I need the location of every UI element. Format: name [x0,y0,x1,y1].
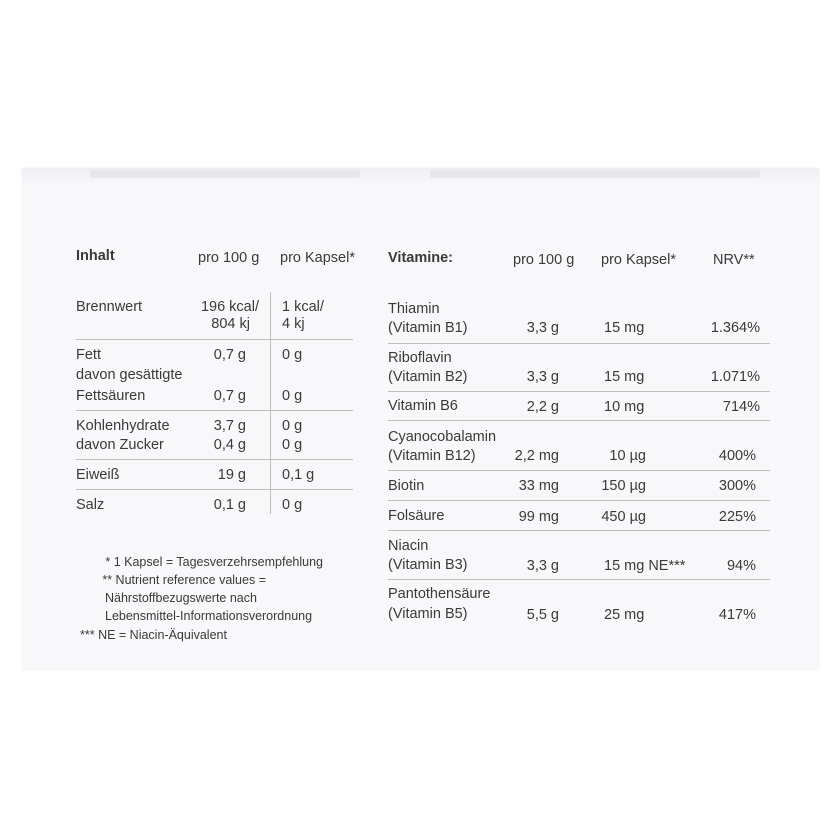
row-label: Fett [76,347,101,363]
row-divider [76,339,353,340]
vitamin-nrv: 400% [718,448,756,464]
row-value: 0 g [282,347,303,363]
row-value: 1 kcal/ [282,299,324,315]
row-value: 0 g [282,437,303,453]
vitamin-value: 15 mg [604,320,645,336]
vitamin-nrv: 300% [718,478,756,494]
row-divider [76,410,353,411]
footnote: * 1 Kapsel = Tagesverzehrsempfehlung [105,555,323,569]
vitamin-name: (Vitamin B1) [388,320,468,336]
left-header-inhalt: Inhalt [76,248,115,264]
left-header-prokapsel: pro Kapsel* [280,250,355,266]
footnote: ** Nutrient reference values = [102,573,266,587]
vitamin-value: 450 µg [601,509,646,525]
footnote: *** NE = Niacin-Äquivalent [80,628,227,642]
vitamin-value: 33 mg [518,478,559,494]
row-divider [76,459,353,460]
vitamin-value: 3,3 g [526,369,559,385]
row-value: 3,7 g [213,418,246,434]
vitamin-value: 99 mg [518,509,559,525]
vitamin-value: 10 µg [609,448,646,464]
vitamin-value: 10 mg [604,399,645,415]
row-label: Kohlenhydrate [76,418,170,434]
row-divider [388,420,770,421]
row-value: 0,4 g [213,437,246,453]
vitamin-value: 3,3 g [526,558,559,574]
footnote: Nährstoffbezugswerte nach [105,591,257,605]
row-value: 0 g [282,497,303,513]
vitamin-name: (Vitamin B12) [388,448,476,464]
faded-print [90,170,360,178]
vitamin-nrv: 1.071% [710,369,760,385]
row-divider [388,470,770,471]
vitamin-name: Cyanocobalamin [388,429,497,445]
row-label: Fettsäuren [76,388,146,404]
row-value: 19 g [217,467,246,483]
vitamin-nrv: 1.364% [710,320,760,336]
row-value: 4 kj [282,316,305,332]
vitamin-name: (Vitamin B3) [388,557,468,573]
row-divider [388,530,770,531]
row-divider [388,500,770,501]
row-label: Eiweiß [76,467,120,483]
row-divider [388,579,770,580]
vitamin-name: (Vitamin B2) [388,369,468,385]
vitamin-value: 2,2 mg [514,448,559,464]
row-value: 804 kj [211,316,250,332]
vitamin-name: Folsäure [388,508,445,524]
row-value: 196 kcal/ [200,299,259,315]
vitamin-nrv: 714% [722,399,760,415]
right-header-nrv: NRV** [713,252,755,268]
vitamin-name: Niacin [388,538,429,554]
vitamin-name: Riboflavin [388,350,452,366]
row-value: 0 g [282,418,303,434]
row-divider [388,343,770,344]
vitamin-value: 15 mg [604,369,645,385]
vitamin-nrv: 225% [718,509,756,525]
row-label: Brennwert [76,299,143,315]
vitamin-value: 150 µg [601,478,646,494]
row-divider [76,489,353,490]
vitamin-nrv: 417% [718,607,756,623]
right-header-vitamine: Vitamine: [388,250,454,266]
left-header-pro100: pro 100 g [198,250,260,266]
vitamin-value: 3,3 g [526,320,559,336]
row-value: 0 g [282,388,303,404]
vitamin-name: Thiamin [388,301,440,317]
vitamin-name: Pantothensäure [388,586,491,602]
row-value: 0,7 g [213,347,246,363]
row-divider [388,391,770,392]
column-divider [270,292,271,514]
vitamin-nrv: 94% [726,558,756,574]
right-header-prokapsel: pro Kapsel* [601,252,676,268]
vitamin-name: (Vitamin B5) [388,606,468,622]
row-value: 0,1 g [282,467,315,483]
row-label: davon Zucker [76,437,164,453]
row-label: Salz [76,497,105,513]
vitamin-value: 15 mg NE*** [604,558,686,574]
row-value: 0,1 g [213,497,246,513]
row-value: 0,7 g [213,388,246,404]
vitamin-value: 25 mg [604,607,645,623]
right-header-pro100: pro 100 g [513,252,575,268]
vitamin-name: Vitamin B6 [388,398,458,414]
vitamin-value: 5,5 g [526,607,559,623]
row-label: davon gesättigte [76,367,183,383]
faded-print [430,170,760,178]
vitamin-value: 2,2 g [526,399,559,415]
vitamin-name: Biotin [388,478,425,494]
footnote: Lebensmittel-Informationsverordnung [105,609,313,623]
